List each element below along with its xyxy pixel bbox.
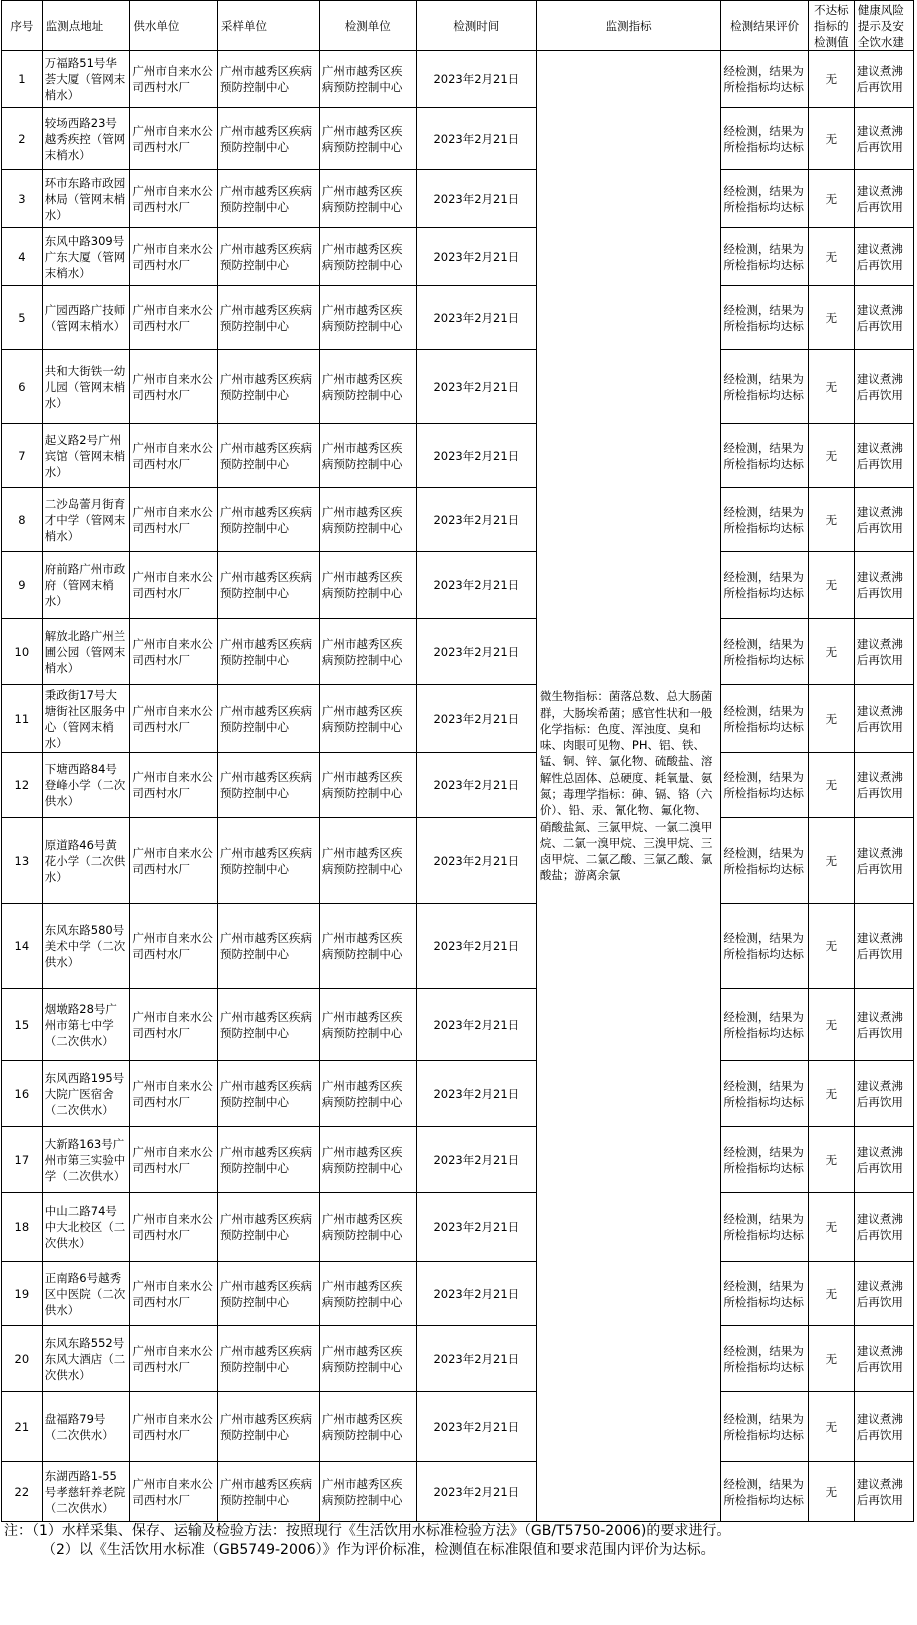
cell-nonconforming: 无 bbox=[808, 286, 854, 350]
cell-supplier: 广州市自来水公司西村水厂 bbox=[130, 286, 218, 350]
cell-supplier: 广州市自来水公司西村水厂 bbox=[130, 685, 218, 753]
cell-supplier: 广州市自来水公司西村水厂 bbox=[130, 350, 218, 424]
header-sampler: 采样单位 bbox=[218, 1, 320, 51]
cell-sampler: 广州市越秀区疾病预防控制中心 bbox=[218, 286, 320, 350]
cell-sampler: 广州市越秀区疾病预防控制中心 bbox=[218, 989, 320, 1061]
table-row bbox=[2, 424, 914, 488]
table-row bbox=[2, 904, 914, 989]
cell-index: 17 bbox=[2, 1127, 43, 1193]
table-row bbox=[2, 51, 914, 108]
cell-evaluation: 经检测，结果为所检指标均达标 bbox=[721, 488, 809, 552]
table-row bbox=[2, 818, 914, 904]
cell-sampler: 广州市越秀区疾病预防控制中心 bbox=[218, 619, 320, 685]
cell-advice: 建议煮沸后再饮用 bbox=[854, 1392, 913, 1462]
cell-nonconforming: 无 bbox=[808, 228, 854, 286]
cell-site: 东风西路195号大院广医宿舍（二次供水） bbox=[42, 1061, 130, 1127]
table-row bbox=[2, 1262, 914, 1326]
cell-nonconforming: 无 bbox=[808, 170, 854, 228]
cell-evaluation: 经检测，结果为所检指标均达标 bbox=[721, 170, 809, 228]
cell-supplier: 广州市自来水公司西村水厂 bbox=[130, 1392, 218, 1462]
cell-index: 12 bbox=[2, 753, 43, 818]
cell-supplier: 广州市自来水公司西村水厂 bbox=[130, 424, 218, 488]
cell-supplier: 广州市自来水公司西村水厂 bbox=[130, 989, 218, 1061]
cell-tester: 广州市越秀区疾病预防控制中心 bbox=[319, 286, 416, 350]
cell-supplier: 广州市自来水公司西村水厂 bbox=[130, 1462, 218, 1522]
cell-index: 2 bbox=[2, 108, 43, 170]
cell-nonconforming: 无 bbox=[808, 424, 854, 488]
cell-index: 10 bbox=[2, 619, 43, 685]
cell-evaluation: 经检测，结果为所检指标均达标 bbox=[721, 51, 809, 108]
table-row bbox=[2, 488, 914, 552]
cell-site: 起义路2号广州宾馆（管网末梢水） bbox=[42, 424, 130, 488]
cell-evaluation: 经检测，结果为所检指标均达标 bbox=[721, 552, 809, 619]
cell-advice: 建议煮沸后再饮用 bbox=[854, 286, 913, 350]
cell-advice: 建议煮沸后再饮用 bbox=[854, 904, 913, 989]
cell-date: 2023年2月21日 bbox=[416, 108, 536, 170]
cell-index: 15 bbox=[2, 989, 43, 1061]
cell-date: 2023年2月21日 bbox=[416, 1326, 536, 1392]
header-evaluation: 检测结果评价 bbox=[721, 1, 809, 51]
cell-evaluation: 经检测，结果为所检指标均达标 bbox=[721, 989, 809, 1061]
cell-advice: 建议煮沸后再饮用 bbox=[854, 424, 913, 488]
cell-evaluation: 经检测，结果为所检指标均达标 bbox=[721, 904, 809, 989]
cell-nonconforming: 无 bbox=[808, 989, 854, 1061]
cell-index: 20 bbox=[2, 1326, 43, 1392]
cell-site: 府前路广州市政府（管网末梢水） bbox=[42, 552, 130, 619]
cell-supplier: 广州市自来水公司西村水厂 bbox=[130, 1326, 218, 1392]
cell-nonconforming: 无 bbox=[808, 108, 854, 170]
cell-date: 2023年2月21日 bbox=[416, 228, 536, 286]
cell-supplier: 广州市自来水公司西村水厂 bbox=[130, 904, 218, 989]
cell-supplier: 广州市自来水公司西村水厂 bbox=[130, 1061, 218, 1127]
cell-supplier: 广州市自来水公司西村水厂 bbox=[130, 619, 218, 685]
cell-evaluation: 经检测，结果为所检指标均达标 bbox=[721, 818, 809, 904]
cell-indicators: 微生物指标：菌落总数、总大肠菌群，大肠埃希菌；感官性状和一般化学指标：色度、浑浊度、臭和味、肉眼可见物、PH、铝、铁、锰、铜、锌、氯化物、硫酸盐、溶解性总固体、总硬度、耗氧量、氨氮；毒理学指标：砷、镉、铬（六价）、铅、汞、氰化物、氟化物、硝酸盐氮、三氯甲烷、一氯二溴甲烷、二氯一溴甲烷、三溴甲烷、三卤甲烷、二氯乙酸、三氯乙酸、氯酸盐；游离余氯 bbox=[536, 51, 720, 1522]
cell-supplier: 广州市自来水公司西村水厂 bbox=[130, 488, 218, 552]
cell-nonconforming: 无 bbox=[808, 1262, 854, 1326]
cell-evaluation: 经检测，结果为所检指标均达标 bbox=[721, 1326, 809, 1392]
cell-site: 东风东路580号美术中学（二次供水） bbox=[42, 904, 130, 989]
cell-evaluation: 经检测，结果为所检指标均达标 bbox=[721, 1392, 809, 1462]
footnote-1: 注：（1）水样采集、保存、运输及检验方法：按照现行《生活饮用水标准检验方法》（GB/T5750-2006)的要求进行。 bbox=[4, 1523, 731, 1539]
cell-evaluation: 经检测，结果为所检指标均达标 bbox=[721, 753, 809, 818]
cell-evaluation: 经检测，结果为所检指标均达标 bbox=[721, 108, 809, 170]
cell-evaluation: 经检测，结果为所检指标均达标 bbox=[721, 685, 809, 753]
cell-index: 6 bbox=[2, 350, 43, 424]
cell-tester: 广州市越秀区疾病预防控制中心 bbox=[319, 1127, 416, 1193]
cell-date: 2023年2月21日 bbox=[416, 1127, 536, 1193]
cell-date: 2023年2月21日 bbox=[416, 989, 536, 1061]
cell-evaluation: 经检测，结果为所检指标均达标 bbox=[721, 1193, 809, 1262]
cell-index: 1 bbox=[2, 51, 43, 108]
cell-sampler: 广州市越秀区疾病预防控制中心 bbox=[218, 1193, 320, 1262]
cell-tester: 广州市越秀区疾病预防控制中心 bbox=[319, 818, 416, 904]
cell-tester: 广州市越秀区疾病预防控制中心 bbox=[319, 904, 416, 989]
cell-index: 22 bbox=[2, 1462, 43, 1522]
cell-supplier: 广州市自来水公司西村水厂 bbox=[130, 1193, 218, 1262]
cell-supplier: 广州市自来水公司西村水厂 bbox=[130, 552, 218, 619]
cell-tester: 广州市越秀区疾病预防控制中心 bbox=[319, 488, 416, 552]
cell-sampler: 广州市越秀区疾病预防控制中心 bbox=[218, 51, 320, 108]
cell-nonconforming: 无 bbox=[808, 1127, 854, 1193]
cell-nonconforming: 无 bbox=[808, 685, 854, 753]
cell-supplier: 广州市自来水公司西村水厂 bbox=[130, 1127, 218, 1193]
cell-index: 16 bbox=[2, 1061, 43, 1127]
cell-sampler: 广州市越秀区疾病预防控制中心 bbox=[218, 1262, 320, 1326]
cell-nonconforming: 无 bbox=[808, 619, 854, 685]
cell-site: 下塘西路84号登峰小学（二次供水） bbox=[42, 753, 130, 818]
table-row bbox=[2, 1061, 914, 1127]
cell-date: 2023年2月21日 bbox=[416, 1061, 536, 1127]
header-site: 监测点地址 bbox=[42, 1, 130, 51]
cell-evaluation: 经检测，结果为所检指标均达标 bbox=[721, 1262, 809, 1326]
cell-sampler: 广州市越秀区疾病预防控制中心 bbox=[218, 685, 320, 753]
cell-tester: 广州市越秀区疾病预防控制中心 bbox=[319, 51, 416, 108]
header-index: 序号 bbox=[2, 1, 43, 51]
cell-date: 2023年2月21日 bbox=[416, 286, 536, 350]
cell-advice: 建议煮沸后再饮用 bbox=[854, 488, 913, 552]
cell-date: 2023年2月21日 bbox=[416, 1462, 536, 1522]
header-tester: 检测单位 bbox=[319, 1, 416, 51]
cell-sampler: 广州市越秀区疾病预防控制中心 bbox=[218, 1127, 320, 1193]
cell-advice: 建议煮沸后再饮用 bbox=[854, 1326, 913, 1392]
cell-site: 中山二路74号中大北校区（二次供水） bbox=[42, 1193, 130, 1262]
cell-advice: 建议煮沸后再饮用 bbox=[854, 685, 913, 753]
cell-index: 21 bbox=[2, 1392, 43, 1462]
cell-site: 较场西路23号越秀疾控（管网末梢水） bbox=[42, 108, 130, 170]
cell-site: 万福路51号华荟大厦（管网末梢水） bbox=[42, 51, 130, 108]
cell-date: 2023年2月21日 bbox=[416, 552, 536, 619]
cell-site: 东湖西路1-55号孝慈轩养老院（二次供水） bbox=[42, 1462, 130, 1522]
cell-tester: 广州市越秀区疾病预防控制中心 bbox=[319, 228, 416, 286]
table-row bbox=[2, 1462, 914, 1522]
cell-advice: 建议煮沸后再饮用 bbox=[854, 1193, 913, 1262]
cell-advice: 建议煮沸后再饮用 bbox=[854, 51, 913, 108]
cell-nonconforming: 无 bbox=[808, 904, 854, 989]
cell-nonconforming: 无 bbox=[808, 753, 854, 818]
cell-date: 2023年2月21日 bbox=[416, 488, 536, 552]
cell-sampler: 广州市越秀区疾病预防控制中心 bbox=[218, 1392, 320, 1462]
header-advice: 健康风险提示及安全饮水建 bbox=[854, 1, 913, 51]
cell-index: 3 bbox=[2, 170, 43, 228]
cell-site: 广园西路广技师（管网末梢水） bbox=[42, 286, 130, 350]
cell-nonconforming: 无 bbox=[808, 1326, 854, 1392]
cell-index: 9 bbox=[2, 552, 43, 619]
cell-index: 18 bbox=[2, 1193, 43, 1262]
cell-advice: 建议煮沸后再饮用 bbox=[854, 989, 913, 1061]
cell-index: 14 bbox=[2, 904, 43, 989]
cell-sampler: 广州市越秀区疾病预防控制中心 bbox=[218, 488, 320, 552]
cell-nonconforming: 无 bbox=[808, 350, 854, 424]
cell-nonconforming: 无 bbox=[808, 1462, 854, 1522]
cell-sampler: 广州市越秀区疾病预防控制中心 bbox=[218, 228, 320, 286]
cell-nonconforming: 无 bbox=[808, 488, 854, 552]
cell-date: 2023年2月21日 bbox=[416, 753, 536, 818]
cell-supplier: 广州市自来水公司西村水厂 bbox=[130, 170, 218, 228]
cell-index: 7 bbox=[2, 424, 43, 488]
cell-date: 2023年2月21日 bbox=[416, 1392, 536, 1462]
cell-supplier: 广州市自来水公司西村水厂 bbox=[130, 108, 218, 170]
cell-date: 2023年2月21日 bbox=[416, 904, 536, 989]
table-row bbox=[2, 108, 914, 170]
cell-nonconforming: 无 bbox=[808, 1193, 854, 1262]
cell-tester: 广州市越秀区疾病预防控制中心 bbox=[319, 989, 416, 1061]
cell-sampler: 广州市越秀区疾病预防控制中心 bbox=[218, 904, 320, 989]
cell-sampler: 广州市越秀区疾病预防控制中心 bbox=[218, 170, 320, 228]
cell-tester: 广州市越秀区疾病预防控制中心 bbox=[319, 619, 416, 685]
cell-supplier: 广州市自来水公司西村水厂 bbox=[130, 818, 218, 904]
cell-index: 8 bbox=[2, 488, 43, 552]
cell-index: 19 bbox=[2, 1262, 43, 1326]
cell-evaluation: 经检测，结果为所检指标均达标 bbox=[721, 619, 809, 685]
cell-advice: 建议煮沸后再饮用 bbox=[854, 1061, 913, 1127]
table-row bbox=[2, 753, 914, 818]
cell-date: 2023年2月21日 bbox=[416, 685, 536, 753]
cell-evaluation: 经检测，结果为所检指标均达标 bbox=[721, 1061, 809, 1127]
table-row bbox=[2, 286, 914, 350]
cell-sampler: 广州市越秀区疾病预防控制中心 bbox=[218, 1061, 320, 1127]
cell-tester: 广州市越秀区疾病预防控制中心 bbox=[319, 108, 416, 170]
table-row bbox=[2, 685, 914, 753]
cell-supplier: 广州市自来水公司西村水厂 bbox=[130, 1262, 218, 1326]
cell-evaluation: 经检测，结果为所检指标均达标 bbox=[721, 350, 809, 424]
cell-tester: 广州市越秀区疾病预防控制中心 bbox=[319, 685, 416, 753]
header-indicators: 监测指标 bbox=[536, 1, 720, 51]
cell-evaluation: 经检测，结果为所检指标均达标 bbox=[721, 1462, 809, 1522]
cell-advice: 建议煮沸后再饮用 bbox=[854, 1127, 913, 1193]
cell-advice: 建议煮沸后再饮用 bbox=[854, 108, 913, 170]
cell-supplier: 广州市自来水公司西村水厂 bbox=[130, 753, 218, 818]
cell-tester: 广州市越秀区疾病预防控制中心 bbox=[319, 1462, 416, 1522]
table-row bbox=[2, 619, 914, 685]
cell-site: 大新路163号广州市第三实验中学（二次供水） bbox=[42, 1127, 130, 1193]
table-row bbox=[2, 1193, 914, 1262]
cell-date: 2023年2月21日 bbox=[416, 1262, 536, 1326]
header-date: 检测时间 bbox=[416, 1, 536, 51]
cell-site: 原道路46号黄花小学（二次供水） bbox=[42, 818, 130, 904]
cell-site: 东风东路552号东风大酒店（二次供水） bbox=[42, 1326, 130, 1392]
cell-nonconforming: 无 bbox=[808, 51, 854, 108]
cell-evaluation: 经检测，结果为所检指标均达标 bbox=[721, 424, 809, 488]
cell-advice: 建议煮沸后再饮用 bbox=[854, 170, 913, 228]
cell-site: 盘福路79号（二次供水） bbox=[42, 1392, 130, 1462]
cell-site: 秉政街17号大塘街社区服务中心（管网末梢水） bbox=[42, 685, 130, 753]
footnotes bbox=[4, 1522, 917, 1560]
cell-advice: 建议煮沸后再饮用 bbox=[854, 350, 913, 424]
cell-index: 13 bbox=[2, 818, 43, 904]
header-nonconforming: 不达标指标的检测值 bbox=[808, 1, 854, 51]
cell-sampler: 广州市越秀区疾病预防控制中心 bbox=[218, 552, 320, 619]
cell-sampler: 广州市越秀区疾病预防控制中心 bbox=[218, 350, 320, 424]
cell-site: 环市东路市政园林局（管网末梢水） bbox=[42, 170, 130, 228]
cell-date: 2023年2月21日 bbox=[416, 619, 536, 685]
cell-tester: 广州市越秀区疾病预防控制中心 bbox=[319, 1262, 416, 1326]
cell-tester: 广州市越秀区疾病预防控制中心 bbox=[319, 424, 416, 488]
cell-site: 二沙岛蕾月街育才中学（管网末梢水） bbox=[42, 488, 130, 552]
cell-supplier: 广州市自来水公司西村水厂 bbox=[130, 228, 218, 286]
cell-tester: 广州市越秀区疾病预防控制中心 bbox=[319, 753, 416, 818]
table-row bbox=[2, 552, 914, 619]
cell-nonconforming: 无 bbox=[808, 1061, 854, 1127]
cell-site: 共和大街铁一幼儿园（管网末梢水） bbox=[42, 350, 130, 424]
table-row bbox=[2, 989, 914, 1061]
cell-evaluation: 经检测，结果为所检指标均达标 bbox=[721, 1127, 809, 1193]
cell-supplier: 广州市自来水公司西村水厂 bbox=[130, 51, 218, 108]
monitoring-table bbox=[1, 0, 914, 1522]
table-row bbox=[2, 228, 914, 286]
cell-advice: 建议煮沸后再饮用 bbox=[854, 619, 913, 685]
cell-evaluation: 经检测，结果为所检指标均达标 bbox=[721, 286, 809, 350]
cell-tester: 广州市越秀区疾病预防控制中心 bbox=[319, 1326, 416, 1392]
cell-sampler: 广州市越秀区疾病预防控制中心 bbox=[218, 818, 320, 904]
cell-date: 2023年2月21日 bbox=[416, 170, 536, 228]
cell-index: 11 bbox=[2, 685, 43, 753]
cell-advice: 建议煮沸后再饮用 bbox=[854, 753, 913, 818]
cell-tester: 广州市越秀区疾病预防控制中心 bbox=[319, 170, 416, 228]
cell-site: 东风中路309号广东大厦（管网末梢水） bbox=[42, 228, 130, 286]
cell-advice: 建议煮沸后再饮用 bbox=[854, 818, 913, 904]
header-row bbox=[2, 1, 914, 51]
table-row bbox=[2, 1326, 914, 1392]
cell-date: 2023年2月21日 bbox=[416, 1193, 536, 1262]
table-row bbox=[2, 1392, 914, 1462]
table-row bbox=[2, 1127, 914, 1193]
cell-sampler: 广州市越秀区疾病预防控制中心 bbox=[218, 1326, 320, 1392]
cell-index: 5 bbox=[2, 286, 43, 350]
cell-site: 烟墩路28号广州市第七中学（二次供水） bbox=[42, 989, 130, 1061]
header-supplier: 供水单位 bbox=[130, 1, 218, 51]
table-row bbox=[2, 350, 914, 424]
cell-site: 解放北路广州兰圃公园（管网末梢水） bbox=[42, 619, 130, 685]
cell-sampler: 广州市越秀区疾病预防控制中心 bbox=[218, 424, 320, 488]
cell-index: 4 bbox=[2, 228, 43, 286]
cell-date: 2023年2月21日 bbox=[416, 350, 536, 424]
cell-sampler: 广州市越秀区疾病预防控制中心 bbox=[218, 1462, 320, 1522]
cell-nonconforming: 无 bbox=[808, 552, 854, 619]
cell-tester: 广州市越秀区疾病预防控制中心 bbox=[319, 350, 416, 424]
cell-tester: 广州市越秀区疾病预防控制中心 bbox=[319, 1193, 416, 1262]
cell-date: 2023年2月21日 bbox=[416, 51, 536, 108]
cell-tester: 广州市越秀区疾病预防控制中心 bbox=[319, 552, 416, 619]
cell-sampler: 广州市越秀区疾病预防控制中心 bbox=[218, 108, 320, 170]
cell-date: 2023年2月21日 bbox=[416, 818, 536, 904]
cell-sampler: 广州市越秀区疾病预防控制中心 bbox=[218, 753, 320, 818]
cell-advice: 建议煮沸后再饮用 bbox=[854, 1462, 913, 1522]
cell-nonconforming: 无 bbox=[808, 1392, 854, 1462]
cell-site: 正南路6号越秀区中医院（二次供水） bbox=[42, 1262, 130, 1326]
table-row bbox=[2, 170, 914, 228]
footnote-2: （2）以《生活饮用水标准（GB5749-2006）》作为评价标准，检测值在标准限值和要求范围内评价为达标。 bbox=[42, 1542, 715, 1558]
cell-nonconforming: 无 bbox=[808, 818, 854, 904]
cell-advice: 建议煮沸后再饮用 bbox=[854, 228, 913, 286]
cell-tester: 广州市越秀区疾病预防控制中心 bbox=[319, 1061, 416, 1127]
cell-advice: 建议煮沸后再饮用 bbox=[854, 552, 913, 619]
cell-date: 2023年2月21日 bbox=[416, 424, 536, 488]
cell-evaluation: 经检测，结果为所检指标均达标 bbox=[721, 228, 809, 286]
cell-tester: 广州市越秀区疾病预防控制中心 bbox=[319, 1392, 416, 1462]
cell-advice: 建议煮沸后再饮用 bbox=[854, 1262, 913, 1326]
